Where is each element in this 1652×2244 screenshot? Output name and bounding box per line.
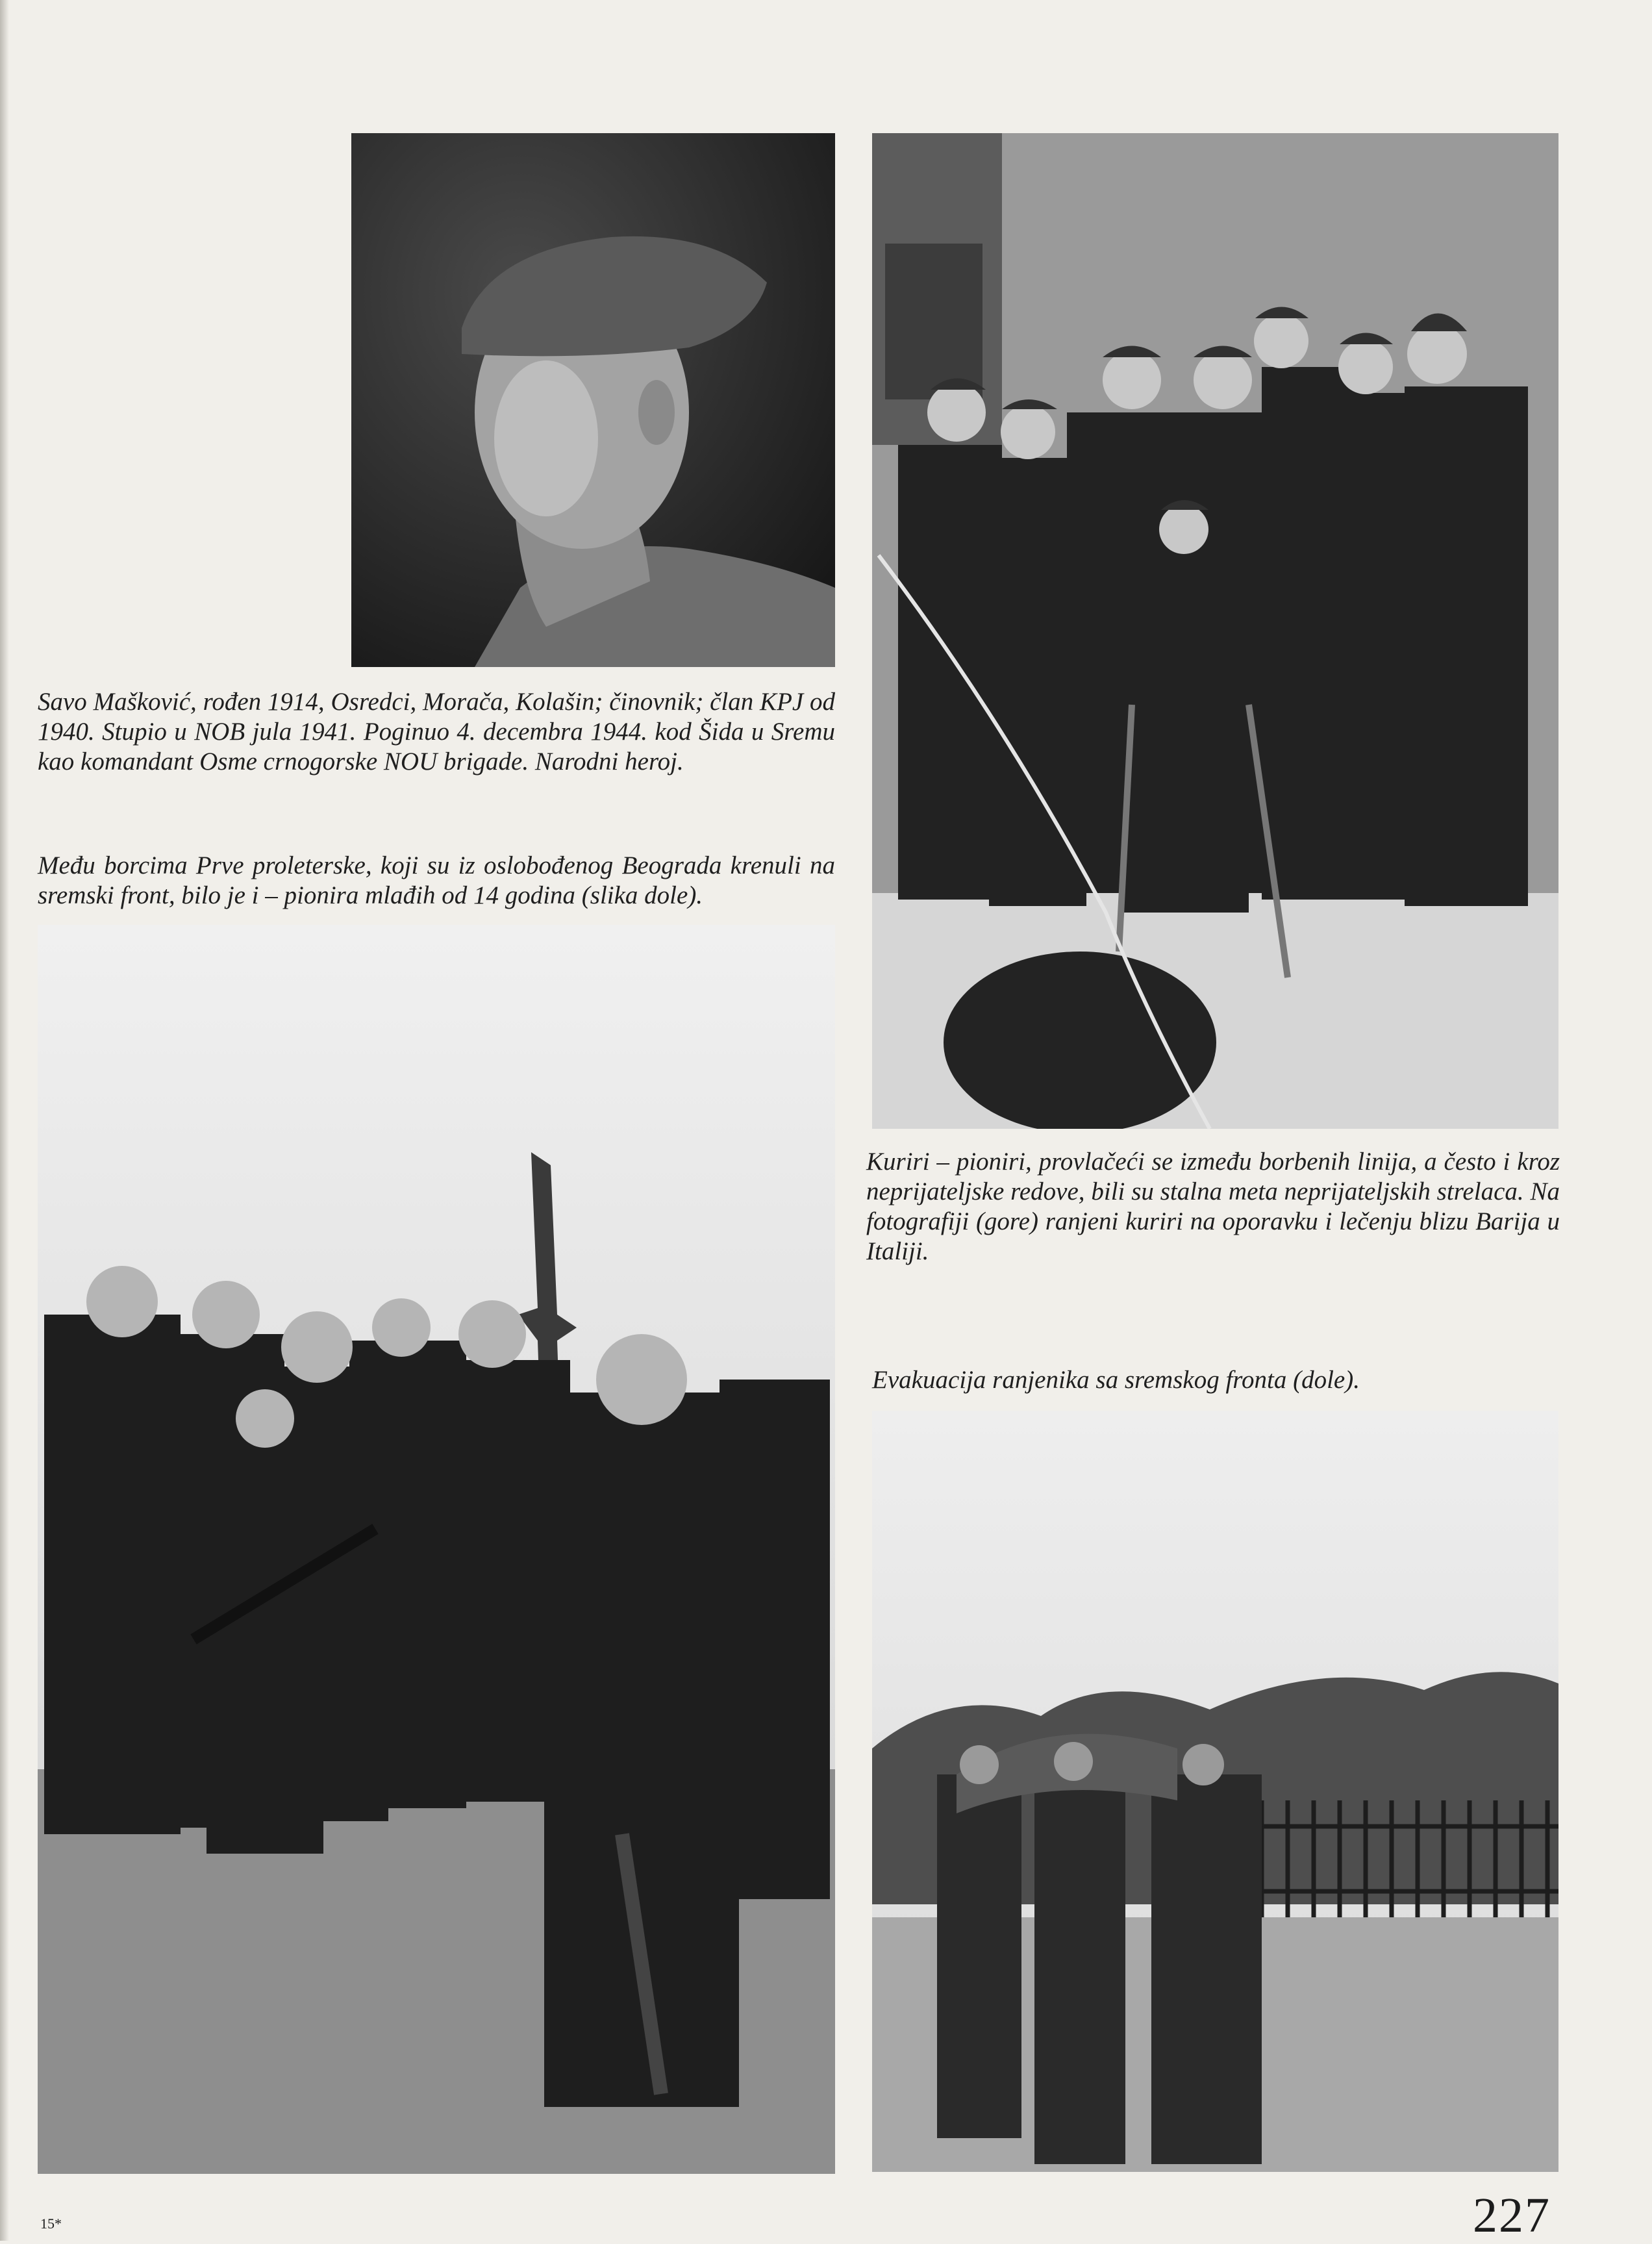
couriers-caption: Kuriri – pioniri, provlačeći se između borbenih linija, a često i kroz neprijateljske redove, bili su stalna meta neprijateljskih strelaca. Na fotografiji (gore) ranjeni kuriri na oporavku i lečenju blizu Barija u Italiji. [866, 1148, 1560, 1265]
column-photo [38, 925, 835, 2174]
proletarian-caption: Među borcima Prve proleterske, koji su iz oslobođenog Beograda krenuli na sremski front, bilo je i – pionira mlađih od 14 godina (slika dole). [38, 851, 835, 909]
couriers-photo [872, 133, 1558, 1129]
portrait-photo [351, 133, 835, 667]
page-number: 227 [1473, 2188, 1551, 2243]
portrait-caption: Savo Mašković, rođen 1914, Osredci, Morača, Kolašin; činovnik; član KPJ od 1940. Stupio u NOB jula 1941. Poginuo 4. decembra 1944. kod Šida u Sremu kao komandant Osme crnogorske NOU brigade. Narodni heroj. [38, 688, 835, 775]
evacuation-photo [872, 1411, 1558, 2172]
evacuation-caption: Evakuacija ranjenika sa sremskog fronta (dole). [872, 1366, 1360, 1394]
book-spine-shadow [0, 0, 9, 2241]
signature-mark: 15* [40, 2215, 62, 2232]
